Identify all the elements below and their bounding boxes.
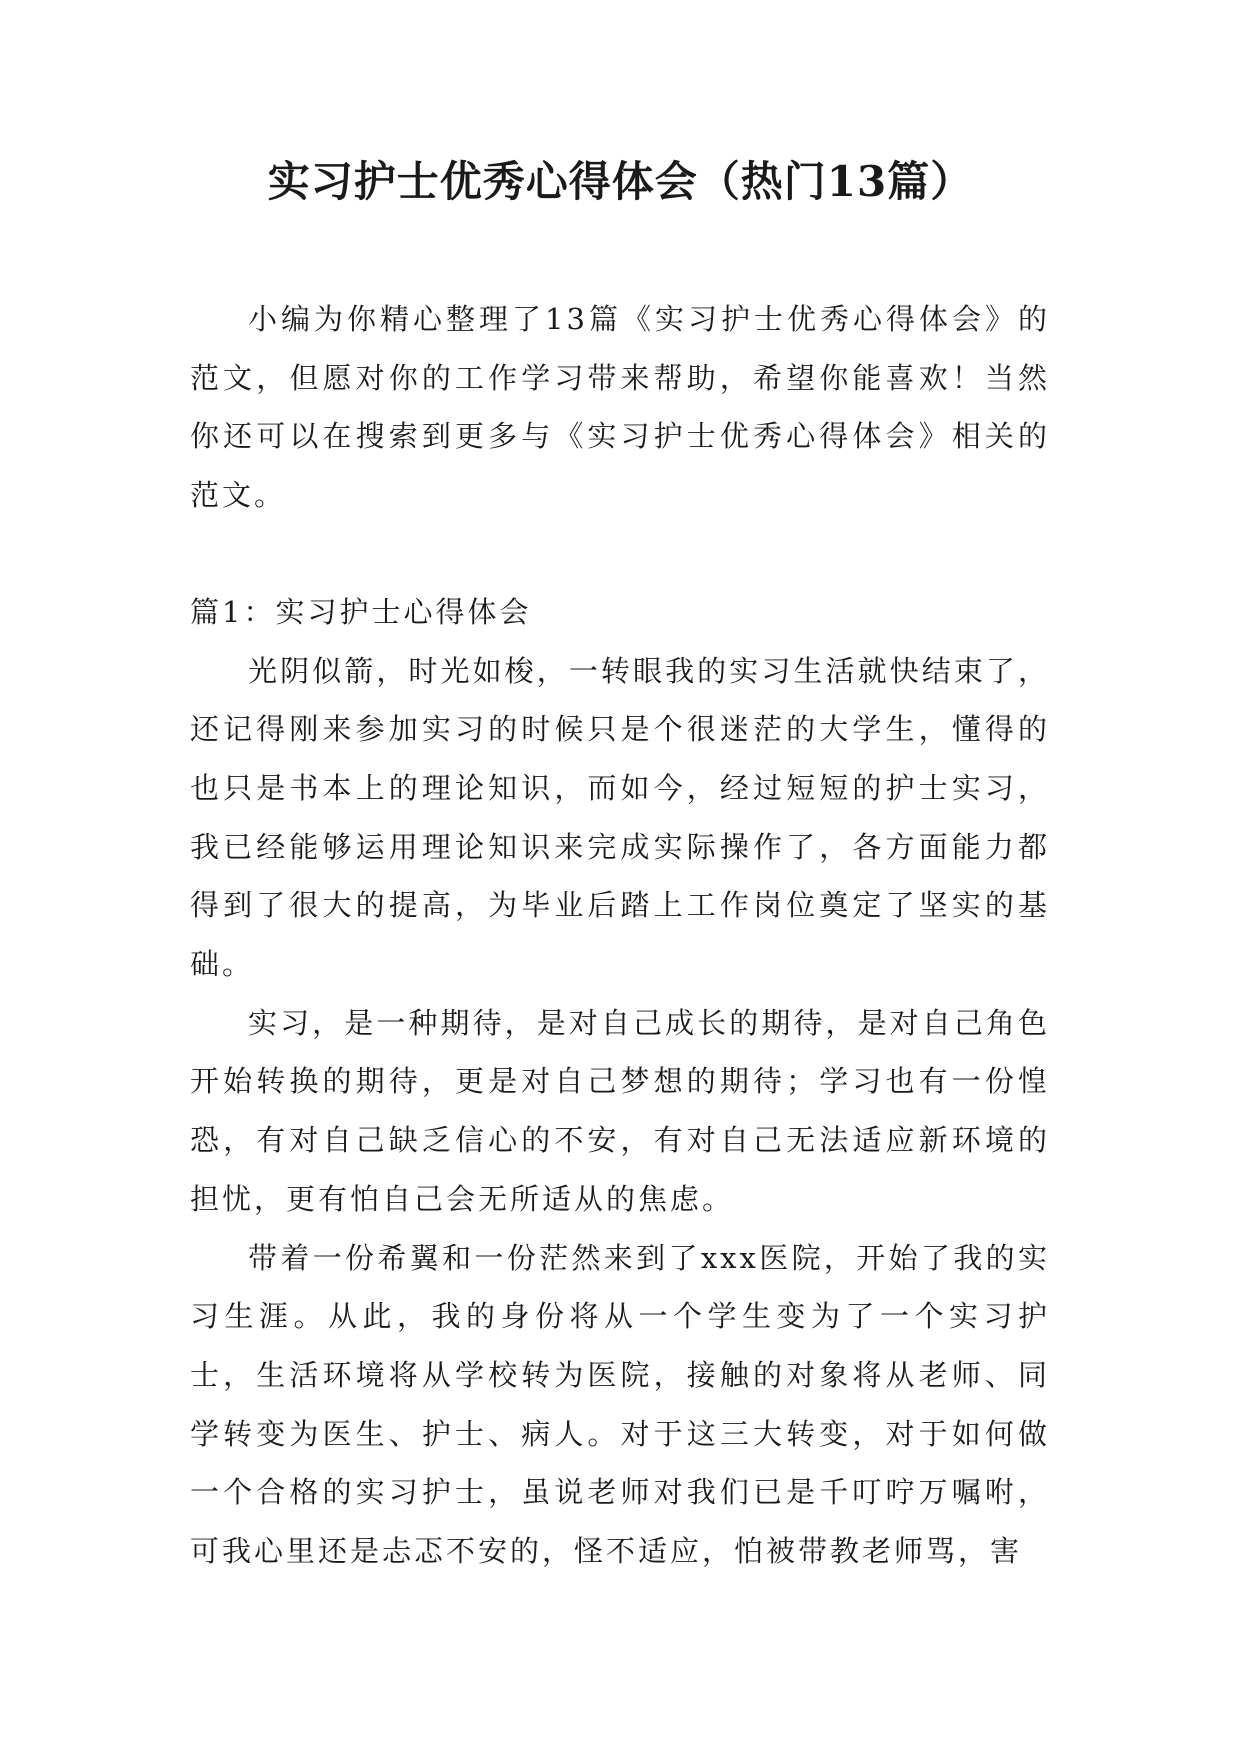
section-heading: 篇1：实习护士心得体会 (190, 594, 532, 629)
body-paragraph-1: 光阴似箭，时光如梭，一转眼我的实习生活就快结束了，还记得刚来参加实习的时候只是个很迷茫的大学生，懂得的也只是书本上的理论知识，而如今，经过短短的护士实习，我已经能够运用理论知识来完成实际操作了，各方面能力都得到了很大的提高，为毕业后踏上工作岗位奠定了坚实的基础。 (190, 653, 1050, 982)
document-title: 实习护士优秀心得体会（热门13篇） (267, 157, 974, 206)
intro-paragraph: 小编为你精心整理了13篇《实习护士优秀心得体会》的范文，但愿对你的工作学习带来帮助，希望你能喜欢！当然你还可以在搜索到更多与《实习护士优秀心得体会》相关的范文。 (190, 302, 1050, 513)
body-paragraph-3: 带着一份希翼和一份茫然来到了xxx医院，开始了我的实习生涯。从此，我的身份将从一个学生变为了一个实习护士，生活环境将从学校转为医院，接触的对象将从老师、同学转变为医生、护士、病人。对于这三大转变，对于如何做一个合格的实习护士，虽说老师对我们已是千叮咛万嘱咐，可我心里还是忐忑不安的，怪不适应，怕被带教老师骂，害 (190, 1240, 1050, 1569)
body-paragraph-2: 实习，是一种期待，是对自己成长的期待，是对自己角色开始转换的期待，更是对自己梦想的期待；学习也有一份惶恐，有对自己缺乏信心的不安，有对自己无法适应新环境的担忧，更有怕自己会无所适从的焦虑。 (190, 1005, 1050, 1216)
document-body (190, 290, 1050, 1581)
